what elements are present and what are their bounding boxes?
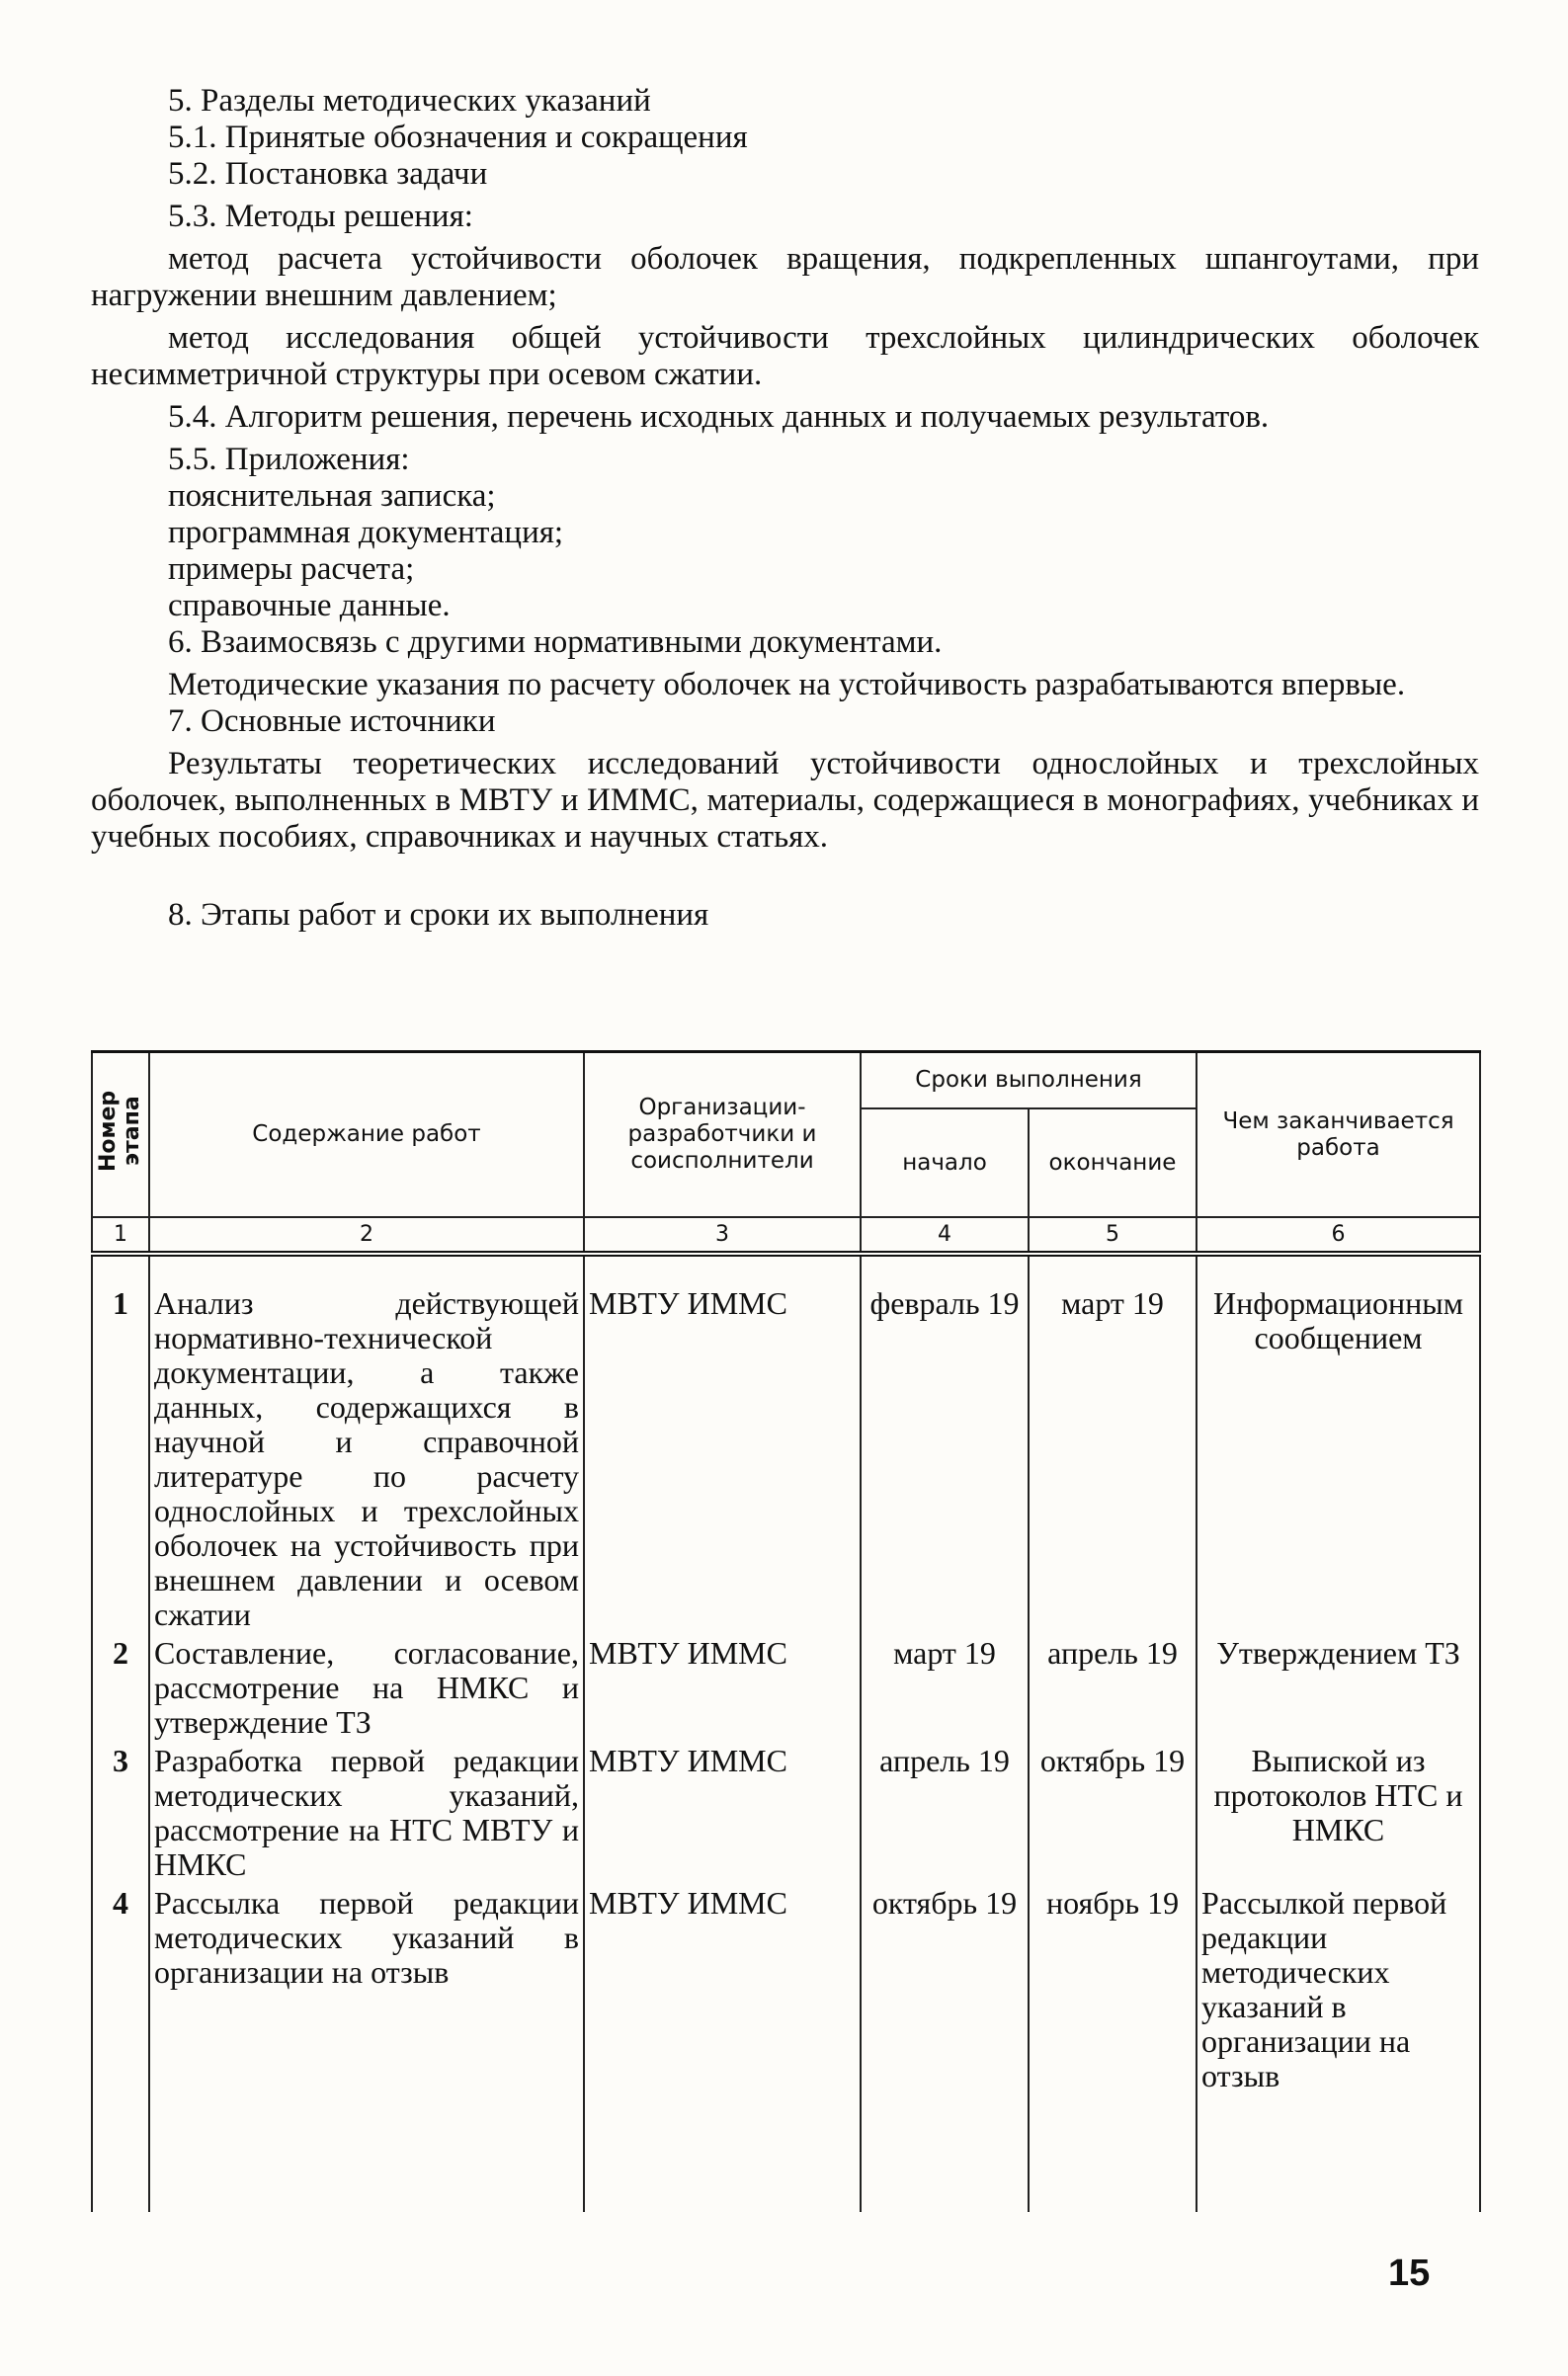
stage-end: март 19 [1029, 1254, 1197, 1634]
page-number: 15 [1388, 2253, 1431, 2294]
table-row [92, 1254, 1480, 1634]
section-5-4: 5.4. Алгоритм решения, перечень исходных данных и получаемых результатов. [168, 399, 1270, 435]
section-8-title: 8. Этапы работ и сроки их выполнения [168, 897, 709, 933]
stage-result: Рассылкой первой редакции методических указаний в организации на отзыв [1197, 1884, 1480, 2212]
header-stage-number: Номер этапа [92, 1052, 149, 1218]
stage-start: март 19 [861, 1634, 1029, 1742]
stage-work: Анализ действующей нормативно-технической документации, а также данных, содержащихся в научной и справочной литературе по расчету однослойных и трехслойных оболочек на устойчивость при внешнем давлении и осевом сжатии [149, 1254, 584, 1634]
stage-number: 4 [92, 1884, 149, 2212]
section-7-text: Результаты теоретических исследований устойчивости однослойных и трехслойных оболочек, выполненных в МВТУ и ИММС, материалы, содержащиеся в монографиях, учебниках и учебных пособиях, справочниках и научных статьях. [91, 746, 1479, 855]
appendix-item: программная документация; [168, 515, 564, 550]
stage-organizations: МВТУ ИММС [584, 1742, 861, 1884]
table-row [92, 1884, 1480, 2212]
stage-result: Выпиской из протоколов НТС и НМКС [1197, 1742, 1480, 1884]
section-7-title: 7. Основные источники [168, 703, 496, 739]
stage-start: февраль 19 [861, 1254, 1029, 1634]
appendix-item: пояснительная записка; [168, 478, 496, 514]
stage-result: Информационным сообщением [1197, 1254, 1480, 1634]
section-5-3: 5.3. Методы решения: [168, 199, 473, 234]
column-number: 6 [1197, 1217, 1480, 1254]
stage-result: Утверждением ТЗ [1197, 1634, 1480, 1742]
stage-work: Составление, согласование, рассмотрение на НМКС и утверждение ТЗ [149, 1634, 584, 1742]
stage-organizations: МВТУ ИММС [584, 1254, 861, 1634]
method-1: метод расчета устойчивости оболочек вращения, подкрепленных шпангоутами, при нагружении внешним давлением; [91, 241, 1479, 313]
stage-organizations: МВТУ ИММС [584, 1634, 861, 1742]
stage-end: ноябрь 19 [1029, 1884, 1197, 2212]
appendix-item: примеры расчета; [168, 551, 415, 587]
stage-end: апрель 19 [1029, 1634, 1197, 1742]
section-5-5: 5.5. Приложения: [168, 442, 410, 477]
appendix-item: справочные данные. [168, 588, 451, 623]
stage-start: апрель 19 [861, 1742, 1029, 1884]
table-row [92, 1742, 1480, 1884]
document-page [91, 83, 1479, 934]
method-2: метод исследования общей устойчивости трехслойных цилиндрических оболочек несимметричной структуры при осевом сжатии. [91, 320, 1479, 392]
header-end: окончание [1029, 1108, 1197, 1217]
stage-end: октябрь 19 [1029, 1742, 1197, 1884]
section-6-title: 6. Взаимосвязь с другими нормативными документами. [168, 624, 943, 660]
stage-number: 3 [92, 1742, 149, 1884]
stage-number: 2 [92, 1634, 149, 1742]
column-number: 4 [861, 1217, 1029, 1254]
section-5-title: 5. Разделы методических указаний [168, 83, 651, 119]
stage-number: 1 [92, 1254, 149, 1634]
header-deadlines: Сроки выполнения [861, 1052, 1197, 1109]
header-start: начало [861, 1108, 1029, 1217]
header-organizations: Организации-разработчики и соисполнители [584, 1052, 861, 1218]
header-work-content: Содержание работ [149, 1052, 584, 1218]
section-6-text: Методические указания по расчету оболочек на устойчивость разрабатываются впервые. [168, 667, 1406, 702]
column-number: 1 [92, 1217, 149, 1254]
column-number: 3 [584, 1217, 861, 1254]
stage-work: Разработка первой редакции методических указаний, рассмотрение на НТС МВТУ и НМКС [149, 1742, 584, 1884]
section-5-1: 5.1. Принятые обозначения и сокращения [168, 120, 748, 155]
section-5-2: 5.2. Постановка задачи [168, 156, 488, 192]
column-number: 2 [149, 1217, 584, 1254]
table-row [92, 1634, 1480, 1742]
stage-organizations: МВТУ ИММС [584, 1884, 861, 2212]
header-result: Чем заканчивается работа [1197, 1052, 1480, 1218]
stage-work: Рассылка первой редакции методических указаний в организации на отзыв [149, 1884, 584, 2212]
stages-table [91, 1050, 1481, 2212]
stage-start: октябрь 19 [861, 1884, 1029, 2212]
column-number: 5 [1029, 1217, 1197, 1254]
